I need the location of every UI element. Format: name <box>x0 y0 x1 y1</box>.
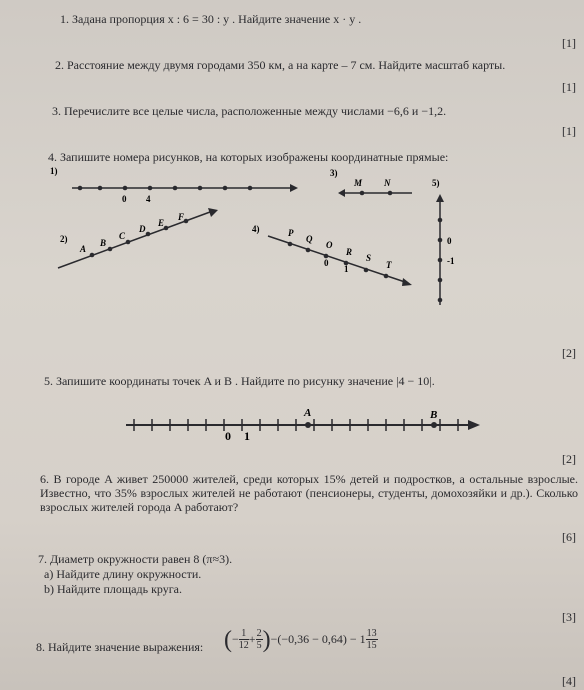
task-3-text: 3. Перечислите все целые числа, расположенные между числами −6,6 и −1,2. <box>52 104 447 118</box>
task-3-score: [1] <box>562 124 576 138</box>
axis-label-1: 1 <box>244 429 250 443</box>
task-8-expression: ( − $\frac{1}{12}$ + $\frac{2}{5}$ ) −(−0,36 − 0,64) − 1 $\frac{13}{15}$ <box>224 626 377 653</box>
figure-3-line <box>338 189 412 197</box>
figure-5-label-0: 0 <box>447 236 452 246</box>
figure-4-label-q: Q <box>306 234 313 244</box>
figure-2-line <box>58 208 218 268</box>
task-6-text: 6. В городе A живет 250000 жителей, среди которых 15% детей и подростков, а остальные взрослые. Известно, что 35% взрослых жителей не работают (пенсионеры, студенты, домохозяйки и др.). Сколько взрослых жителей города A работают? <box>40 472 578 514</box>
figure-3-label-m: M <box>354 178 363 188</box>
task-7-text: 7. Диаметр окружности равен 8 (π≈3). <box>38 552 233 566</box>
task-5-number-line <box>0 400 584 450</box>
task-4-figures <box>0 160 584 360</box>
figure-2-label-d: D <box>139 224 146 234</box>
task-5-text: 5. Запишите координаты точек A и B . Найдите по рисунку значение |4 − 10|. <box>44 374 435 388</box>
fraction-2-5: $\frac{2}{5}$ <box>256 628 262 651</box>
figure-4-label-0: 0 <box>324 258 329 268</box>
task-1-score: [1] <box>562 36 576 50</box>
fraction-1-12: $\frac{1}{12}$ <box>238 628 249 651</box>
figure-3-label-n: N <box>384 178 391 188</box>
task-7-sub-b: b) Найдите площадь круга. <box>44 582 182 596</box>
figure-3-number: 3) <box>330 168 338 178</box>
task-4-text: 4. Запишите номера рисунков, на которых изображены координатные прямые: <box>48 150 449 164</box>
figure-4-label-o: O <box>326 240 333 250</box>
task-4-score: [2] <box>562 346 576 360</box>
figure-1-number: 1) <box>50 166 58 176</box>
figure-2-label-f: F <box>178 212 185 222</box>
figure-4-label-r: R <box>346 247 353 257</box>
task-6-score: [6] <box>562 530 576 544</box>
point-a <box>305 422 311 428</box>
figure-1-line <box>72 184 298 192</box>
point-a-label: A <box>304 407 312 419</box>
task-8-score: [4] <box>562 674 576 688</box>
figure-2-label-a: A <box>80 244 87 254</box>
task-7-sub-a: a) Найдите длину окружности. <box>44 567 202 581</box>
figure-5-number: 5) <box>432 178 440 188</box>
figure-5-label-minus1: -1 <box>447 256 455 266</box>
task-5-score: [2] <box>562 452 576 466</box>
figure-2-number: 2) <box>60 234 68 244</box>
task-2-text: 2. Расстояние между двумя городами 350 км, а на карте – 7 см. Найдите масштаб карты. <box>55 58 506 72</box>
figure-4-label-p: P <box>288 228 294 238</box>
figure-2-label-e: E <box>158 218 165 228</box>
task-2-score: [1] <box>562 80 576 94</box>
figure-4-number: 4) <box>252 224 260 234</box>
figure-2-label-b: B <box>100 238 107 248</box>
point-b-label: B <box>430 409 438 421</box>
figure-1-label-4: 4 <box>146 194 151 204</box>
figure-4-label-s: S <box>366 253 372 263</box>
task-1-text: 1. Задана пропорция x : 6 = 30 : y . Найдите значение x · y . <box>60 12 362 26</box>
fraction-13-15: $\frac{13}{15}$ <box>366 628 377 651</box>
point-b <box>431 422 437 428</box>
task-7-score: [3] <box>562 610 576 624</box>
figure-1-label-0: 0 <box>122 194 127 204</box>
figure-4-label-1: 1 <box>344 264 349 274</box>
task-8-text: 8. Найдите значение выражения: <box>36 640 204 654</box>
figure-4-label-t: T <box>386 260 392 270</box>
figure-2-label-c: C <box>119 231 126 241</box>
figure-5-line <box>436 194 444 305</box>
axis-label-0: 0 <box>225 429 231 443</box>
